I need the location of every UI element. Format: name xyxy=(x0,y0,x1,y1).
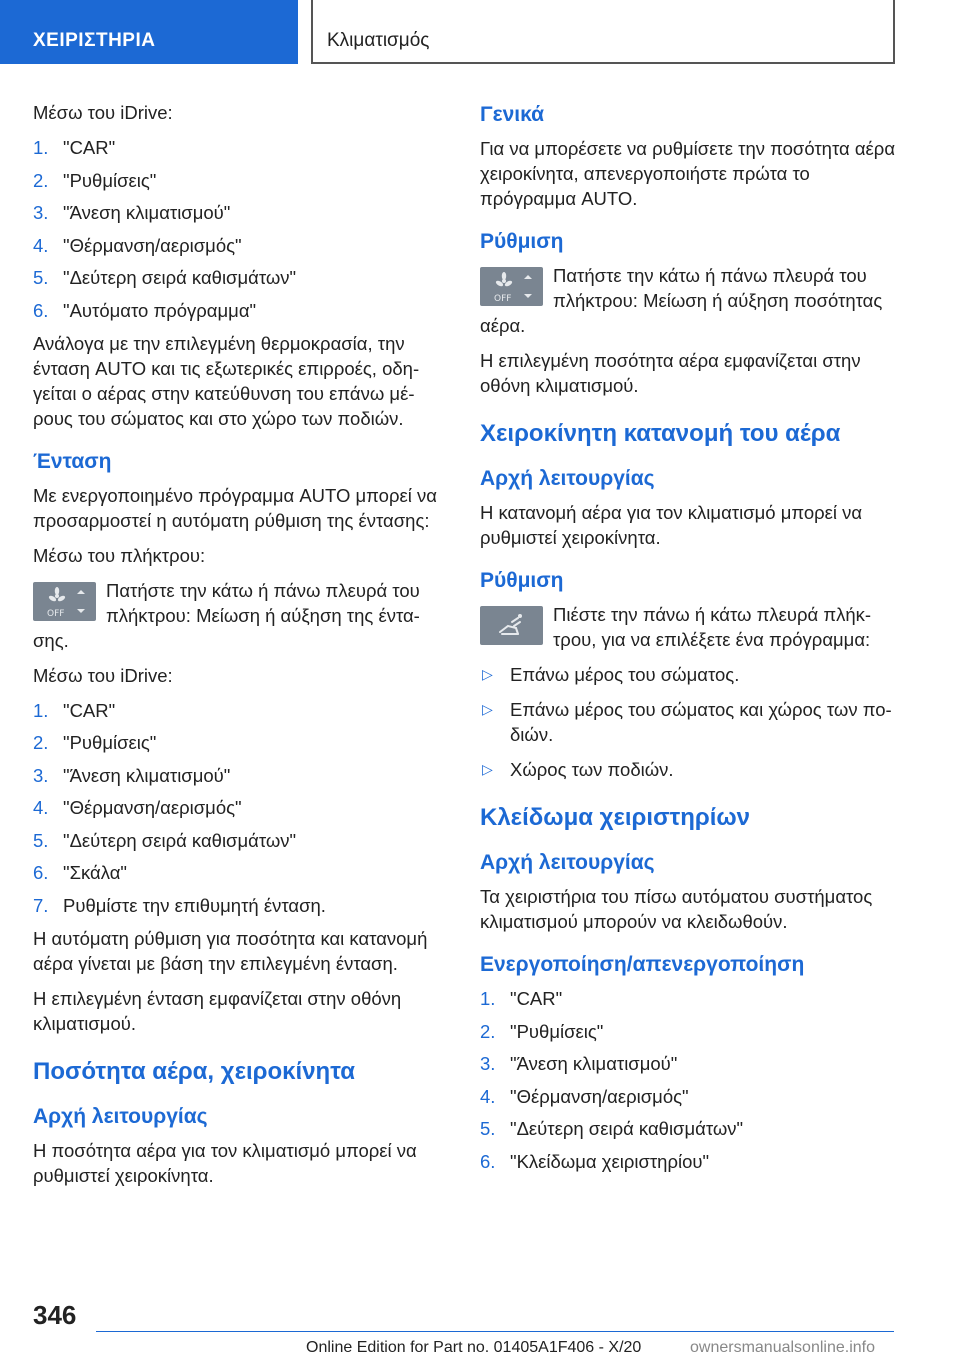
idrive-list-3 xyxy=(480,986,900,1174)
list-item: ▷ Επάνω μέρος του σώματος και χώρος των πο-διών. xyxy=(482,699,892,745)
svg-text:OFF: OFF xyxy=(47,608,65,619)
list-item: ▷ Χώρος των ποδιών. xyxy=(482,759,674,780)
icon-description: Πατήστε την κάτω ή πάνω πλευρά του πλήκτρου: Μείωση ή αύξηση ποσότητας αέρα. xyxy=(480,265,883,336)
list-item: 6. "Κλείδωμα χειριστηρίου" xyxy=(480,1150,710,1172)
idrive-list-1 xyxy=(33,135,453,323)
svg-text:OFF: OFF xyxy=(494,294,512,304)
triangle-bullet-icon: ▷ xyxy=(482,701,493,717)
paragraph: Τα χειριστήρια του πίσω αυτόματου συστήματος κλιματισμού μπορούν να κλειδωθούν. xyxy=(480,886,873,932)
icon-description: Πιέστε την πάνω ή κάτω πλευρά πλήκ-τρου, για να επιλέξετε ένα πρόγραμμα: xyxy=(553,604,872,650)
fan-off-icon xyxy=(33,582,96,621)
list-item: 5. "Δεύτερη σειρά καθισμάτων" xyxy=(480,1118,744,1139)
left-column xyxy=(33,100,453,1198)
paragraph: Μέσω του πλήκτρου: xyxy=(33,544,206,566)
heading-air-quantity: Ποσότητα αέρα, χειροκίνητα xyxy=(33,1057,355,1085)
list-item: 5. "Δεύτερη σειρά καθισμάτων" xyxy=(33,829,297,851)
heading-air-distribution: Χειροκίνητη κατανομή του αέρα xyxy=(480,420,841,447)
idrive-list-2 xyxy=(33,698,453,918)
air-distribution-icon xyxy=(480,606,543,645)
list-item: 1. "CAR" xyxy=(33,137,116,158)
icon-paragraph xyxy=(480,263,900,338)
paragraph: Μέσω του iDrive: xyxy=(33,664,173,686)
paragraph: Η κατανομή αέρα για τον κλιματισμό μπορεί να ρυθμιστεί χειροκίνητα. xyxy=(480,502,863,548)
heading-principle: Αρχή λειτουργίας xyxy=(33,1104,208,1128)
list-item: 4. "Θέρμανση/αερισμός" xyxy=(480,1085,689,1107)
header-chapter-title: Κλιματισμός xyxy=(327,30,430,51)
list-item: 2. "Ρυθμίσεις" xyxy=(480,1020,604,1042)
footer-divider xyxy=(96,1331,894,1332)
list-item: 6. "Σκάλα" xyxy=(33,862,127,883)
list-item: 3. "Άνεση κλιματισμού" xyxy=(33,764,231,786)
list-item: 4. "Θέρμανση/αερισμός" xyxy=(33,797,242,818)
paragraph: Η επιλεγμένη ποσότητα αέρα εμφανίζεται στην οθόνη κλιματισμού. xyxy=(480,350,861,396)
icon-paragraph xyxy=(33,578,453,653)
heading-principle: Αρχή λειτουργίας xyxy=(480,467,655,490)
list-item: ▷ Επάνω μέρος του σώματος. xyxy=(482,664,740,685)
list-item: 2. "Ρυθμίσεις" xyxy=(33,169,157,191)
heading-setting: Ρύθμιση xyxy=(480,230,564,253)
heading-setting: Ρύθμιση xyxy=(480,569,564,592)
heading-on-off: Ενεργοποίηση/απενεργοποίηση xyxy=(480,953,805,976)
paragraph: Μέσω του iDrive: xyxy=(33,102,173,123)
paragraph: Η ποσότητα αέρα για τον κλιματισμό μπορεί να ρυθμιστεί χειροκίνητα. xyxy=(33,1139,417,1186)
list-item: 4. "Θέρμανση/αερισμός" xyxy=(33,234,242,256)
footer-watermark: ownersmanualsonline.info xyxy=(690,1339,875,1356)
icon-description: Πατήστε την κάτω ή πάνω πλευρά του πλήκτρου: Μείωση ή αύξηση της έντα-σης. xyxy=(33,579,420,651)
list-item: 6. "Αυτόματο πρόγραμμα" xyxy=(33,299,257,321)
header-chapter-box xyxy=(311,0,895,64)
heading-control-lock: Κλείδωμα χειριστηρίων xyxy=(480,804,750,831)
header-section-tab xyxy=(0,0,298,64)
footer-edition: Online Edition for Part no. 01405A1F406 - X/20 xyxy=(306,1339,642,1356)
triangle-bullet-icon: ▷ xyxy=(482,666,493,682)
header-section-title: ΧΕΙΡΙΣΤΗΡΙΑ xyxy=(33,30,156,51)
list-item: 3. "Άνεση κλιματισμού" xyxy=(480,1053,678,1074)
paragraph: Η αυτόματη ρύθμιση για ποσότητα και κατανομή αέρα γίνεται με βάση την επιλεγμένη ένταση. xyxy=(33,927,428,974)
paragraph: Με ενεργοποιημένο πρόγραμμα AUTO μπορεί να προσαρμοστεί η αυτόματη ρύθμιση της έντασης: xyxy=(33,484,437,531)
page-number: 346 xyxy=(33,1300,77,1330)
heading-intensity: Ένταση xyxy=(33,449,112,473)
triangle-bullet-icon: ▷ xyxy=(482,761,493,777)
list-item: 2. "Ρυθμίσεις" xyxy=(33,732,157,753)
heading-principle: Αρχή λειτουργίας xyxy=(480,851,655,874)
fan-off-icon xyxy=(480,267,543,306)
paragraph: Η επιλεγμένη ένταση εμφανίζεται στην οθόνη κλιματισμού. xyxy=(33,987,402,1034)
list-item: 5. "Δεύτερη σειρά καθισμάτων" xyxy=(33,267,297,288)
list-item: 1. "CAR" xyxy=(480,988,563,1009)
heading-general: Γενικά xyxy=(480,103,545,126)
list-item: 1. "CAR" xyxy=(33,699,116,721)
paragraph: Για να μπορέσετε να ρυθμίσετε την ποσότητα αέρα χειροκίνητα, απενεργοποιήστε πρώτα το πρόγραμμα AUTO. xyxy=(480,138,896,209)
paragraph: Ανάλογα με την επιλεγμένη θερμοκρασία, την ένταση AUTO και τις εξωτερικές επιρροές, οδη-γείται ο αέρας στην κατεύθυνση του επάνω μέ-ρους του σώματος και στο χώρο των ποδιών. xyxy=(33,332,420,429)
list-item: 7. Ρυθμίστε την επιθυμητή ένταση. xyxy=(33,894,326,916)
distribution-options-list xyxy=(480,662,900,782)
right-column xyxy=(480,100,900,1182)
list-item: 3. "Άνεση κλιματισμού" xyxy=(33,202,231,223)
icon-paragraph xyxy=(480,602,900,652)
